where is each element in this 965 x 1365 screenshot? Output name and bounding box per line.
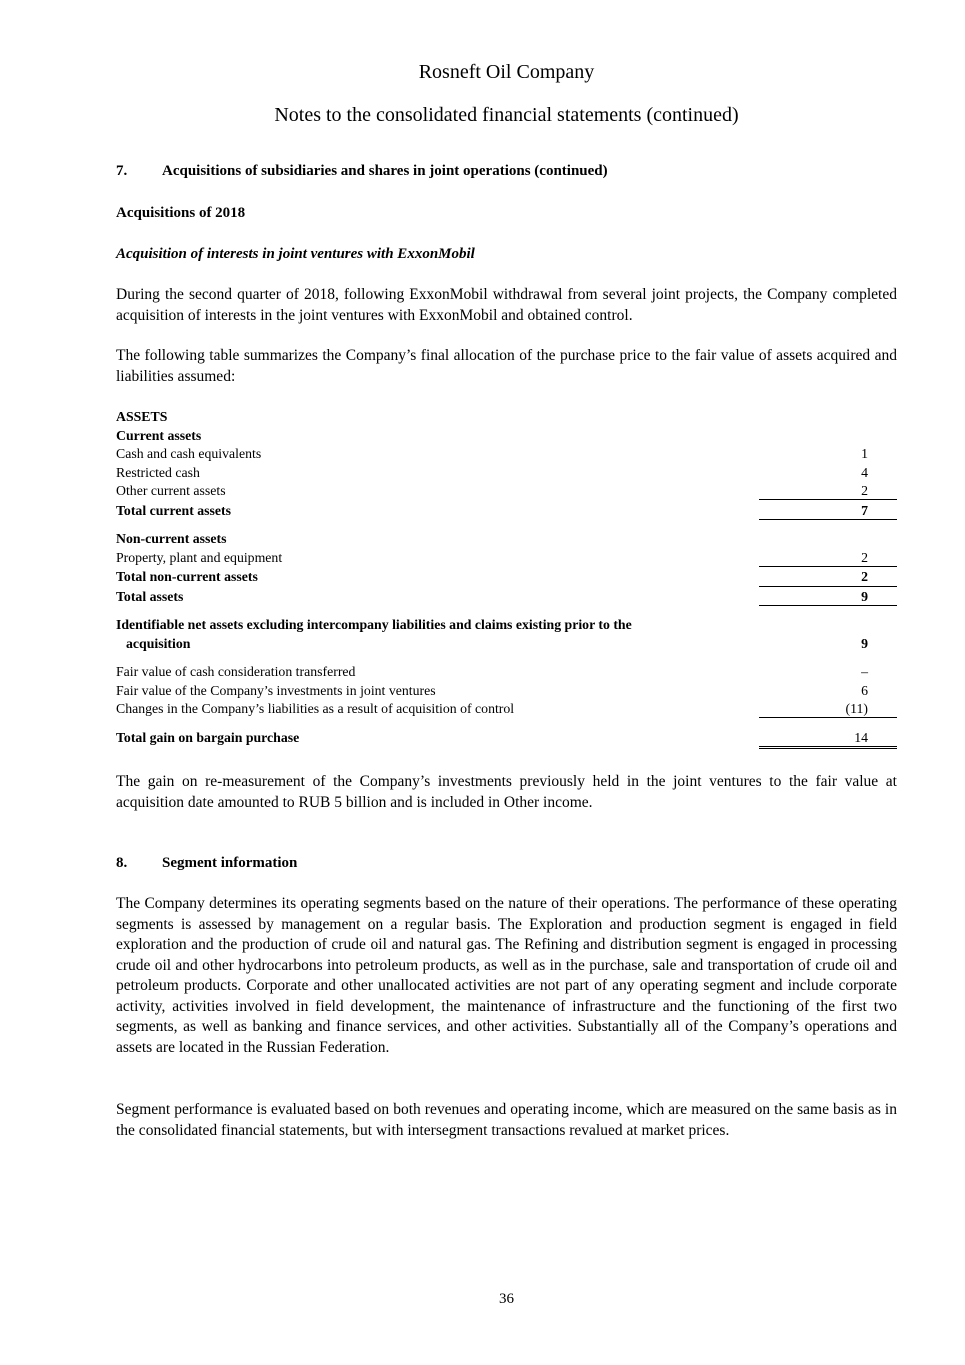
acquisitions-2018-heading: Acquisitions of 2018 xyxy=(116,205,246,221)
section-8-number: 8. xyxy=(116,855,128,871)
table-row-current-assets-heading xyxy=(116,426,897,445)
section-7-paragraph-3: The gain on re-measurement of the Company’s investments previously held in the joint ventures to the fair value at acquisition date amounted to RUB 5 billion and is included in Other income. xyxy=(116,773,897,811)
fv-cash-value: – xyxy=(861,664,868,679)
table-row-total-current xyxy=(116,501,897,520)
noncurrent-heading: Non-current assets xyxy=(116,531,227,546)
cash-value: 1 xyxy=(861,446,868,461)
table-row-identifiable-line-2 xyxy=(116,634,897,653)
table-row-restricted-cash xyxy=(116,463,897,482)
current-assets-heading: Current assets xyxy=(116,428,202,443)
changes-liabilities-label: Changes in the Company’s liabilities as a result of acquisition of control xyxy=(116,701,515,716)
section-8-paragraph-1: The Company determines its operating segments based on the nature of their operations. The performance of these operating segments is assessed by management on a regular basis. The Exploration and production segment is engaged in field exploration and the production of crude oil and natural gas. The Refining and distribution segment is engaged in processing crude oil and other hydrocarbons into petroleum products, as well as in the purchase, sale and transportation of crude oil and petroleum products. Corporate and other unallocated activities are not part of any operating segment and include corporate activity, activities involved in field development, the maintenance of infrastructure and the functioning of the first two segments, as well as banking and finance services, and other activities. Substantially all of the Company’s operations and assets are located in the Russian Federation. xyxy=(116,895,897,1056)
table-row-changes-liabilities xyxy=(116,699,897,718)
total-noncurrent-label: Total non-current assets xyxy=(116,569,258,584)
restricted-cash-value: 4 xyxy=(861,465,868,480)
fv-cash-label: Fair value of cash consideration transferred xyxy=(116,664,356,679)
changes-liabilities-value: (11) xyxy=(845,701,868,716)
identifiable-label-line-1: Identifiable net assets excluding intercompany liabilities and claims existing prior to the xyxy=(116,617,632,632)
section-7-number: 7. xyxy=(116,163,128,179)
total-gain-label: Total gain on bargain purchase xyxy=(116,730,300,745)
total-current-value: 7 xyxy=(861,503,868,518)
exxonmobil-heading: Acquisition of interests in joint ventures with ExxonMobil xyxy=(116,246,475,262)
page-subtitle: Notes to the consolidated financial statements (continued) xyxy=(274,104,739,126)
section-8-paragraph-2: Segment performance is evaluated based on both revenues and operating income, which are measured on the same basis as in the consolidated financial statements, but with intersegment transactions revalued at market prices. xyxy=(116,1101,897,1139)
assets-heading: ASSETS xyxy=(116,409,168,424)
total-assets-label: Total assets xyxy=(116,589,184,604)
table-row-noncurrent-heading xyxy=(116,529,897,548)
total-current-label: Total current assets xyxy=(116,503,231,518)
company-name: Rosneft Oil Company xyxy=(418,61,595,83)
section-8-heading xyxy=(116,853,297,873)
table-row-cash xyxy=(116,444,897,463)
page-number: 36 xyxy=(499,1291,514,1307)
table-row-total-assets xyxy=(116,587,897,606)
table-row-assets-heading xyxy=(116,407,897,426)
rule-above-total-gain xyxy=(759,717,897,718)
identifiable-value: 9 xyxy=(861,636,868,651)
table-row-ppe xyxy=(116,548,897,567)
ppe-value: 2 xyxy=(861,550,868,565)
section-7-heading xyxy=(116,161,608,181)
rule-below-total-current xyxy=(759,519,897,520)
total-assets-value: 9 xyxy=(861,589,868,604)
table-row-fv-cash xyxy=(116,662,897,681)
table-row-identifiable-line-1 xyxy=(116,615,897,634)
rule-above-total-current xyxy=(759,499,897,500)
restricted-cash-label: Restricted cash xyxy=(116,465,200,480)
section-7-paragraph-1: During the second quarter of 2018, following ExxonMobil withdrawal from several joint projects, the Company completed acquisition of interests in the joint ventures with ExxonMobil and obtained control. xyxy=(116,286,897,324)
section-8-title: Segment information xyxy=(162,855,298,871)
other-current-value: 2 xyxy=(861,483,868,498)
total-noncurrent-value: 2 xyxy=(861,569,868,584)
table-row-total-noncurrent xyxy=(116,567,897,586)
rule-below-total-assets xyxy=(759,605,897,606)
other-current-label: Other current assets xyxy=(116,483,226,498)
table-row-total-gain xyxy=(116,728,897,747)
section-7-paragraph-2: The following table summarizes the Company’s final allocation of the purchase price to the fair value of assets acquired and liabilities assumed: xyxy=(116,347,897,385)
double-rule-below-total-gain xyxy=(759,746,897,749)
table-row-other-current xyxy=(116,481,897,500)
identifiable-label-line-2: acquisition xyxy=(126,636,191,651)
ppe-label: Property, plant and equipment xyxy=(116,550,283,565)
table-row-fv-investments xyxy=(116,681,897,700)
fv-investments-label: Fair value of the Company’s investments in joint ventures xyxy=(116,683,436,698)
total-gain-value: 14 xyxy=(854,730,868,745)
fv-investments-value: 6 xyxy=(861,683,868,698)
section-7-title: Acquisitions of subsidiaries and shares in joint operations (continued) xyxy=(162,163,608,179)
cash-label: Cash and cash equivalents xyxy=(116,446,262,461)
